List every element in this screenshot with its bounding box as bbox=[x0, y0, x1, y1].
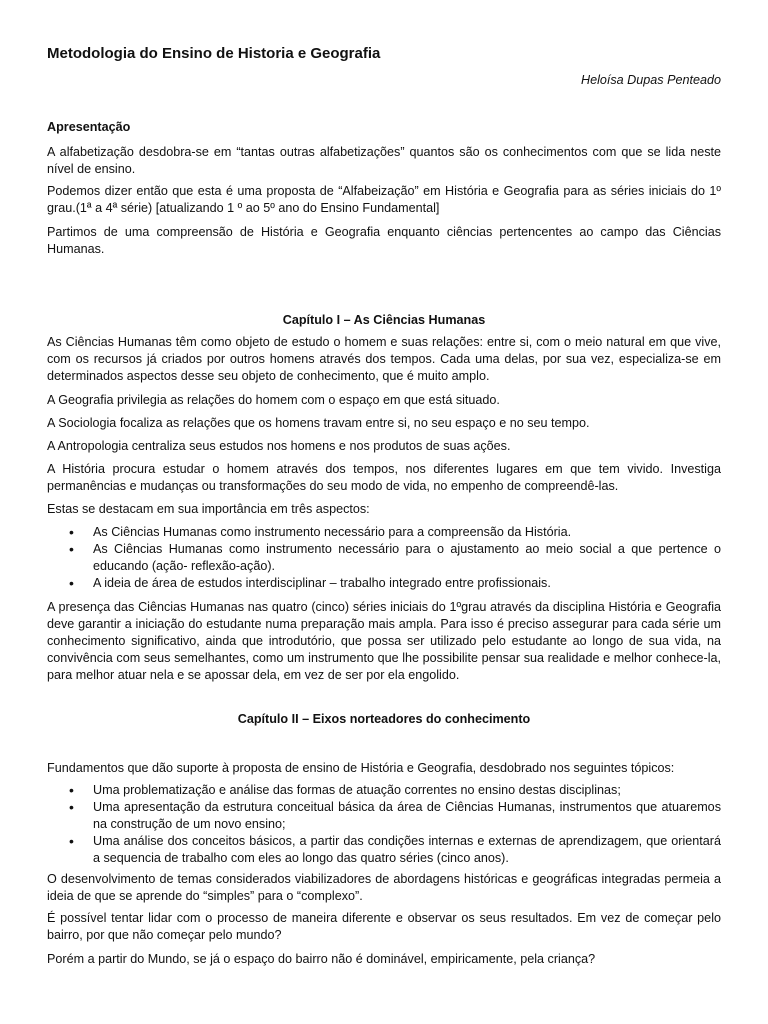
list-item: • Uma apresentação da estrutura conceitual básica da área de Ciências Humanas, instrumentos que atuaremos na construção de um novo ensino; bbox=[47, 799, 721, 833]
list-item: • As Ciências Humanas como instrumento necessário para o ajustamento ao meio social a que pertence o educando (ação- reflexão-ação). bbox=[47, 541, 721, 575]
list-item: • Uma problematização e análise das formas de atuação correntes no ensino destas disciplinas; bbox=[47, 782, 721, 799]
paragraph: A Geografia privilegia as relações do homem com o espaço em que está situado. bbox=[47, 393, 500, 407]
paragraph: Estas se destacam em sua importância em três aspectos: bbox=[47, 502, 370, 516]
paragraph: A presença das Ciências Humanas nas quatro (cinco) séries iniciais do 1ºgrau através da disciplina História e Geografia deve garantir a iniciação do estudante numa preparação mais ampla. Para isso é preciso assegurar para cada série um conhecimento significativo, ainda que introdutório, que possa ser utilizado pelo estudante ao longo de sua vida, na convivência com seus semelhantes, como um instrumento que lhe possibilite pensar sua realidade e melhor conhece-la, para melhor atuar nela e se apossar dela, em vez de ser por ela engolido. bbox=[47, 600, 721, 682]
document-title: Metodologia do Ensino de Historia e Geografia bbox=[47, 45, 381, 62]
bullet-list bbox=[47, 524, 721, 592]
paragraph: A alfabetização desdobra-se em “tantas outras alfabetizações” quantos são os conhecimentos com que se lida neste nível de ensino. bbox=[47, 145, 721, 176]
list-item: • As Ciências Humanas como instrumento necessário para a compreensão da História. bbox=[47, 524, 721, 541]
paragraph: Podemos dizer então que esta é uma proposta de “Alfabeização” em História e Geografia para as séries iniciais do 1º grau.(1ª a 4ª série) [atualizando 1 º ao 5º ano do Ensino Fundamental] bbox=[47, 184, 721, 215]
paragraph: Partimos de uma compreensão de História e Geografia enquanto ciências pertencentes ao campo das Ciências Humanas. bbox=[47, 225, 721, 256]
paragraph: Porém a partir do Mundo, se já o espaço do bairro não é dominável, empiricamente, pela criança? bbox=[47, 952, 596, 966]
paragraph: Fundamentos que dão suporte à proposta de ensino de História e Geografia, desdobrado nos seguintes tópicos: bbox=[47, 761, 675, 775]
bullet-list bbox=[47, 782, 721, 867]
paragraph: A Antropologia centraliza seus estudos nos homens e nos produtos de suas ações. bbox=[47, 439, 511, 453]
chapter-heading-2: Capítulo II – Eixos norteadores do conhecimento bbox=[237, 712, 531, 726]
chapter-heading-1: Capítulo I – As Ciências Humanas bbox=[282, 313, 486, 327]
document-author: Heloísa Dupas Penteado bbox=[580, 73, 721, 87]
paragraph: O desenvolvimento de temas considerados viabilizadores de abordagens históricas e geográficas integradas permeia a ideia de que se aprende do “simples” para o “complexo”. bbox=[47, 872, 721, 903]
list-item: • Uma análise dos conceitos básicos, a partir das condições internas e externas de aprendizagem, que orientará a sequencia de trabalho com eles ao longo das quatro séries (cinco anos). bbox=[47, 833, 721, 867]
paragraph: A Sociologia focaliza as relações que os homens travam entre si, no seu espaço e no seu tempo. bbox=[47, 416, 590, 430]
paragraph: É possível tentar lidar com o processo de maneira diferente e observar os seus resultados. Em vez de começar pelo bairro, por que não começar pelo mundo? bbox=[47, 911, 721, 942]
paragraph: As Ciências Humanas têm como objeto de estudo o homem e suas relações: entre si, com o meio natural em que vive, com os recursos já criados por outros homens através dos tempos. Cada uma delas, por sua vez, especializa-se em determinados aspectos desse seu objeto de conhecimento, que é muito amplo. bbox=[47, 335, 721, 383]
list-item: • A ideia de área de estudos interdisciplinar – trabalho integrado entre profissionais. bbox=[47, 575, 721, 592]
paragraph: A História procura estudar o homem através dos tempos, nos diferentes lugares em que tem vivido. Investiga permanências e mudanças ou transformações do seu modo de vida, no empenho de compreendê-las. bbox=[47, 462, 721, 493]
section-heading-apresentacao: Apresentação bbox=[47, 120, 131, 134]
